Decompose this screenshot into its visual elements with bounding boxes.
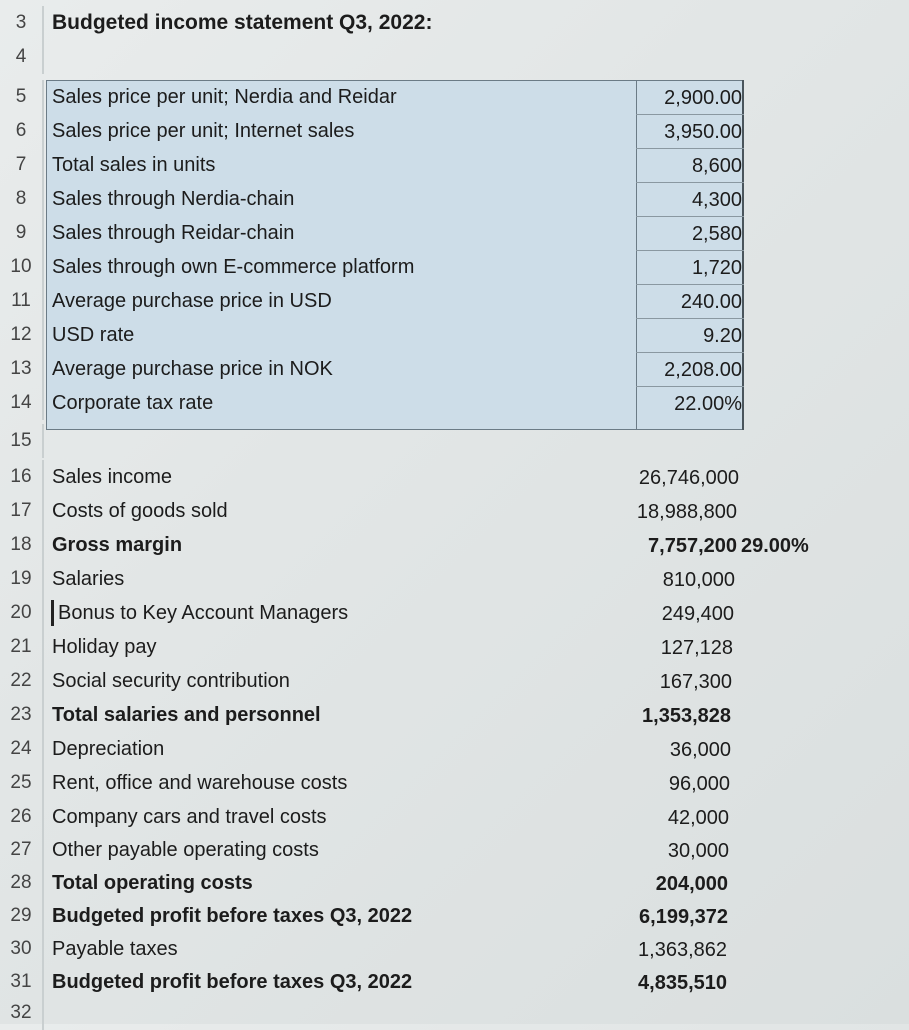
sheet-row-30[interactable] [0,932,909,966]
row-header[interactable]: 21 [0,630,44,664]
row-value[interactable]: 3,950.00 [664,121,742,143]
sheet-row-21[interactable] [0,630,909,664]
sheet-row-27[interactable] [0,833,909,867]
sheet-row-28[interactable] [0,866,909,900]
row-value[interactable]: 42,000 [667,807,729,829]
gross-margin-percent[interactable]: 29.00% [741,535,809,557]
row-header[interactable]: 6 [0,114,44,148]
row-header[interactable]: 19 [0,562,44,596]
row-header[interactable]: 11 [0,284,44,318]
sheet-row-13[interactable] [0,352,909,386]
sheet-row-18[interactable] [0,528,909,562]
row-header[interactable]: 23 [0,698,44,732]
row-header[interactable]: 22 [0,664,44,698]
sheet-row-8[interactable] [0,182,909,216]
sheet-row-16[interactable] [0,460,909,494]
row-label[interactable]: Corporate tax rate [52,392,214,414]
row-header[interactable]: 14 [0,386,44,420]
row-label[interactable]: Total operating costs [52,872,253,894]
row-value[interactable]: 6,199,372 [639,906,728,928]
row-label[interactable]: Holiday pay [52,636,157,658]
sheet-title[interactable]: Budgeted income statement Q3, 2022: [52,11,433,34]
text-cursor [51,600,54,626]
row-label[interactable]: Gross margin [52,534,183,556]
row-value[interactable]: 204,000 [655,873,728,895]
sheet-row-4[interactable] [0,40,909,74]
row-label[interactable]: Salaries [52,568,125,590]
sheet-row-24[interactable] [0,732,909,766]
sheet-row-32[interactable] [0,996,909,1030]
row-label[interactable]: Budgeted profit before taxes Q3, 2022 [52,905,413,927]
row-label[interactable]: USD rate [52,324,135,346]
row-label[interactable]: Payable taxes [52,938,178,960]
sheet-row-19[interactable] [0,562,909,596]
sheet-row-14[interactable] [0,386,909,420]
row-header[interactable]: 28 [0,866,44,900]
row-value[interactable]: 1,363,862 [638,939,727,961]
row-header[interactable]: 8 [0,182,44,216]
row-header[interactable]: 4 [0,40,44,74]
sheet-row-6[interactable] [0,114,909,148]
row-header[interactable]: 29 [0,899,44,933]
sheet-row-26[interactable] [0,800,909,834]
row-label[interactable]: Company cars and travel costs [52,806,327,828]
row-value[interactable]: 2,208.00 [664,359,742,381]
sheet-row-5[interactable] [0,80,909,114]
row-label[interactable]: Social security contribution [52,670,290,692]
row-header[interactable]: 20 [0,596,44,630]
sheet-row-23[interactable] [0,698,909,732]
row-label[interactable]: Costs of goods sold [52,500,228,522]
row-value[interactable]: 127,128 [660,637,733,659]
row-value[interactable]: 2,580 [691,223,742,245]
row-value[interactable]: 810,000 [662,569,735,591]
row-label[interactable]: Sales price per unit; Nerdia and Reidar [52,86,397,108]
row-value[interactable]: 30,000 [667,840,729,862]
row-label[interactable]: Average purchase price in USD [52,290,332,312]
row-label[interactable]: Bonus to Key Account Managers [58,602,349,624]
row-value[interactable]: 4,835,510 [638,972,727,994]
row-value[interactable]: 26,746,000 [638,467,739,489]
row-label[interactable]: Average purchase price in NOK [52,358,333,380]
row-label[interactable]: Sales through Reidar-chain [52,222,295,244]
row-header[interactable]: 17 [0,494,44,528]
row-header[interactable]: 26 [0,800,44,834]
row-label[interactable]: Total sales in units [52,154,216,176]
row-value[interactable]: 22.00% [674,393,742,415]
sheet-row-15[interactable] [0,424,909,458]
sheet-row-22[interactable] [0,664,909,698]
row-header[interactable]: 10 [0,250,44,284]
sheet-row-11[interactable] [0,284,909,318]
row-header[interactable]: 5 [0,80,44,114]
row-header[interactable]: 13 [0,352,44,386]
row-value[interactable]: 249,400 [661,603,734,625]
row-header[interactable]: 25 [0,766,44,800]
sheet-row-31[interactable] [0,965,909,999]
row-value[interactable]: 36,000 [669,739,731,761]
row-header[interactable]: 16 [0,460,44,494]
row-label[interactable]: Rent, office and warehouse costs [52,772,348,794]
row-header[interactable]: 3 [0,6,44,40]
row-value[interactable]: 240.00 [680,291,742,313]
row-value[interactable]: 167,300 [659,671,732,693]
row-header[interactable]: 15 [0,424,44,458]
row-header[interactable]: 31 [0,965,44,999]
row-label[interactable]: Sales price per unit; Internet sales [52,120,355,142]
row-label[interactable]: Sales through Nerdia-chain [52,188,295,210]
row-header[interactable]: 32 [0,996,44,1030]
row-value[interactable]: 96,000 [668,773,730,795]
row-header[interactable]: 7 [0,148,44,182]
row-header[interactable]: 9 [0,216,44,250]
row-label[interactable]: Budgeted profit before taxes Q3, 2022 [52,971,413,993]
row-label[interactable]: Other payable operating costs [52,839,319,861]
row-label[interactable]: Sales through own E-commerce platform [52,256,415,278]
sheet-row-25[interactable] [0,766,909,800]
row-value[interactable]: 1,353,828 [642,705,731,727]
row-header[interactable]: 30 [0,932,44,966]
row-header[interactable]: 12 [0,318,44,352]
row-label[interactable]: Depreciation [52,738,165,760]
row-value[interactable]: 9.20 [703,325,742,347]
row-value[interactable]: 8,600 [691,155,742,177]
row-value[interactable]: 4,300 [691,189,742,211]
sheet-row-3[interactable] [0,6,909,40]
sheet-row-29[interactable] [0,899,909,933]
sheet-row-10[interactable] [0,250,909,284]
sheet-row-17[interactable] [0,494,909,528]
row-value[interactable]: 2,900.00 [664,87,742,109]
row-value[interactable]: 7,757,200 [648,535,737,557]
sheet-row-20[interactable] [0,596,909,630]
row-header[interactable]: 18 [0,528,44,562]
row-header[interactable]: 27 [0,833,44,867]
sheet-row-7[interactable] [0,148,909,182]
row-value[interactable]: 1,720 [691,257,742,279]
row-label[interactable]: Sales income [52,466,173,488]
row-header[interactable]: 24 [0,732,44,766]
sheet-row-9[interactable] [0,216,909,250]
row-label[interactable]: Total salaries and personnel [52,704,321,726]
sheet-row-12[interactable] [0,318,909,352]
row-value[interactable]: 18,988,800 [636,501,737,523]
